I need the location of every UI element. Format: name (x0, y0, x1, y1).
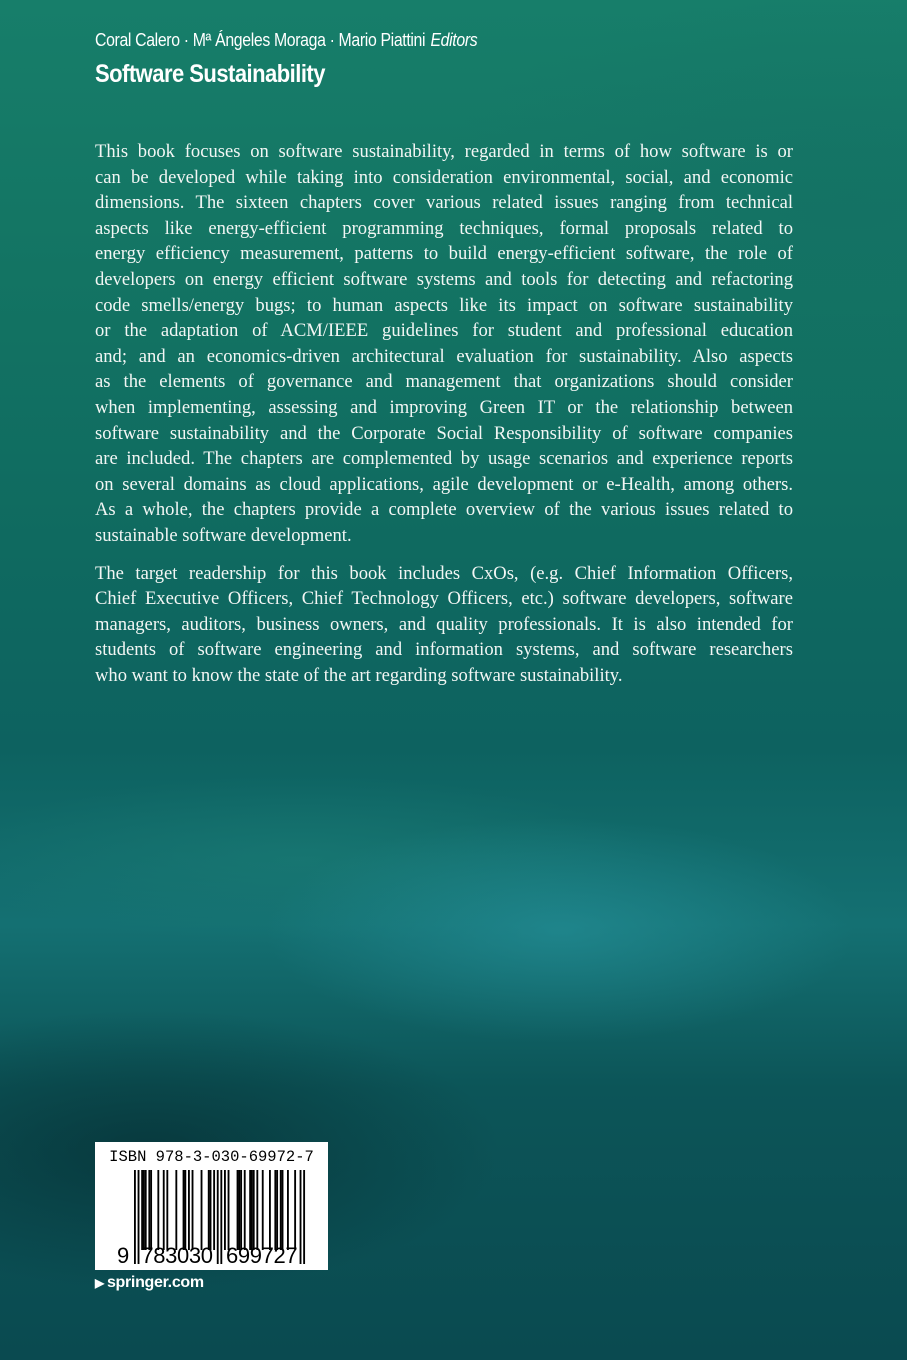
barcode-bar (282, 1170, 284, 1250)
barcode-digits: 9 (117, 1243, 130, 1268)
blurb-line: aspects like energy-efficient programming techniques, formal proposals related to (95, 217, 793, 239)
barcode-bar (224, 1170, 226, 1250)
barcode-digits: 699727 (226, 1243, 298, 1268)
barcode-bar (157, 1170, 159, 1250)
book-title: Software Sustainability (95, 60, 325, 88)
barcode-bar (192, 1170, 194, 1250)
barcode-bar (251, 1170, 253, 1250)
blurb-line: on several domains as cloud applications, agile development or e-Health, among others. (95, 473, 793, 495)
blurb-line: developers on energy efficient software systems and tools for detecting and refactoring (95, 268, 793, 290)
blurb-line: and; and an economics-driven architectural evaluation for sustainability. Also aspects (95, 345, 793, 367)
editors-line (95, 30, 477, 51)
barcode-bar (143, 1170, 145, 1250)
editors-names: Coral Calero · Mª Ángeles Moraga · Mario Piattini (95, 30, 426, 50)
barcode-bar (134, 1170, 136, 1264)
blurb-paragraph-1 (95, 139, 793, 549)
barcode-bar (276, 1170, 278, 1250)
barcode-bar (280, 1170, 282, 1250)
barcode-bar (188, 1170, 190, 1250)
barcode-bar (145, 1170, 147, 1250)
barcode-bar (287, 1170, 289, 1250)
blurb-line: software sustainability and the Corporate Social Responsibility of software companies (95, 422, 793, 444)
barcode-bar (294, 1170, 296, 1250)
blurb-paragraph-2 (95, 561, 793, 689)
barcode-bar (262, 1170, 264, 1250)
barcode-bar (269, 1170, 271, 1250)
blurb-line: who want to know the state of the art regarding software sustainability. (95, 664, 623, 686)
barcode-digits: 783030 (141, 1243, 213, 1268)
blurb-line: This book focuses on software sustainability, regarded in terms of how software is or (95, 141, 793, 162)
barcode-bar (166, 1170, 168, 1250)
barcode-bar (253, 1170, 255, 1250)
barcode-bar (148, 1170, 150, 1250)
barcode-bar (201, 1170, 203, 1250)
isbn-barcode (95, 1142, 328, 1270)
barcode-bar (228, 1170, 230, 1250)
blurb-line: are included. The chapters are complemented by usage scenarios and experience reports (95, 448, 793, 470)
barcode-bar (300, 1170, 302, 1264)
blurb-line: as the elements of governance and management that organizations should consider (95, 371, 793, 393)
barcode-bar (256, 1170, 258, 1250)
blurb-line: or the adaptation of ACM/IEEE guidelines for student and professional education (95, 320, 793, 342)
blurb-line: Chief Executive Officers, Chief Technology Officers, etc.) software developers, software (95, 588, 793, 610)
blurb-line: when implementing, assessing and improving Green IT or the relationship between (95, 396, 793, 418)
barcode-bar (208, 1170, 210, 1250)
barcode-bar (238, 1170, 240, 1250)
barcode-bar (150, 1170, 152, 1250)
blurb (95, 139, 793, 688)
barcode-graphic (95, 1142, 328, 1270)
play-triangle-icon: ▶ (95, 1276, 104, 1290)
barcode-bar (220, 1170, 222, 1264)
blurb-line: The target readership for this book includes CxOs, (e.g. Chief Information Officers, (95, 562, 793, 584)
barcode-bar (138, 1170, 140, 1264)
isbn-label: ISBN 978-3-030-69972-7 (109, 1148, 314, 1166)
blurb-line: code smells/energy bugs; to human aspects like its impact on software sustainability (95, 294, 793, 316)
barcode-bar (237, 1170, 239, 1250)
blurb-line: can be developed while taking into consideration environmental, social, and economic (95, 166, 793, 188)
barcode-bar (183, 1170, 185, 1250)
blurb-line: dimensions. The sixteen chapters cover various related issues ranging from technical (95, 192, 793, 214)
springer-link[interactable] (95, 1274, 204, 1292)
barcode-bar (240, 1170, 242, 1250)
barcode-bar (217, 1170, 219, 1264)
barcode-bar (274, 1170, 276, 1250)
barcode-bar (303, 1170, 305, 1264)
barcode-bar (213, 1170, 215, 1250)
springer-link-text: springer.com (106, 1274, 204, 1291)
barcode-bar (184, 1170, 186, 1250)
barcode-bar (141, 1170, 143, 1250)
blurb-line: energy efficiency measurement, patterns to build energy-efficient software, the role of (95, 243, 793, 265)
barcode-bar (175, 1170, 177, 1250)
barcode-bar (163, 1170, 165, 1250)
barcode-bar (210, 1170, 212, 1250)
blurb-line: As a whole, the chapters provide a complete overview of the various issues related to (95, 499, 793, 521)
blurb-line: sustainable software development. (95, 524, 352, 546)
barcode-bar (244, 1170, 246, 1250)
barcode-bar (249, 1170, 251, 1250)
blurb-line: students of software engineering and information systems, and software researchers (95, 639, 793, 661)
editors-role: Editors (430, 30, 478, 50)
blurb-line: managers, auditors, business owners, and quality professionals. It is also intended for (95, 613, 793, 635)
